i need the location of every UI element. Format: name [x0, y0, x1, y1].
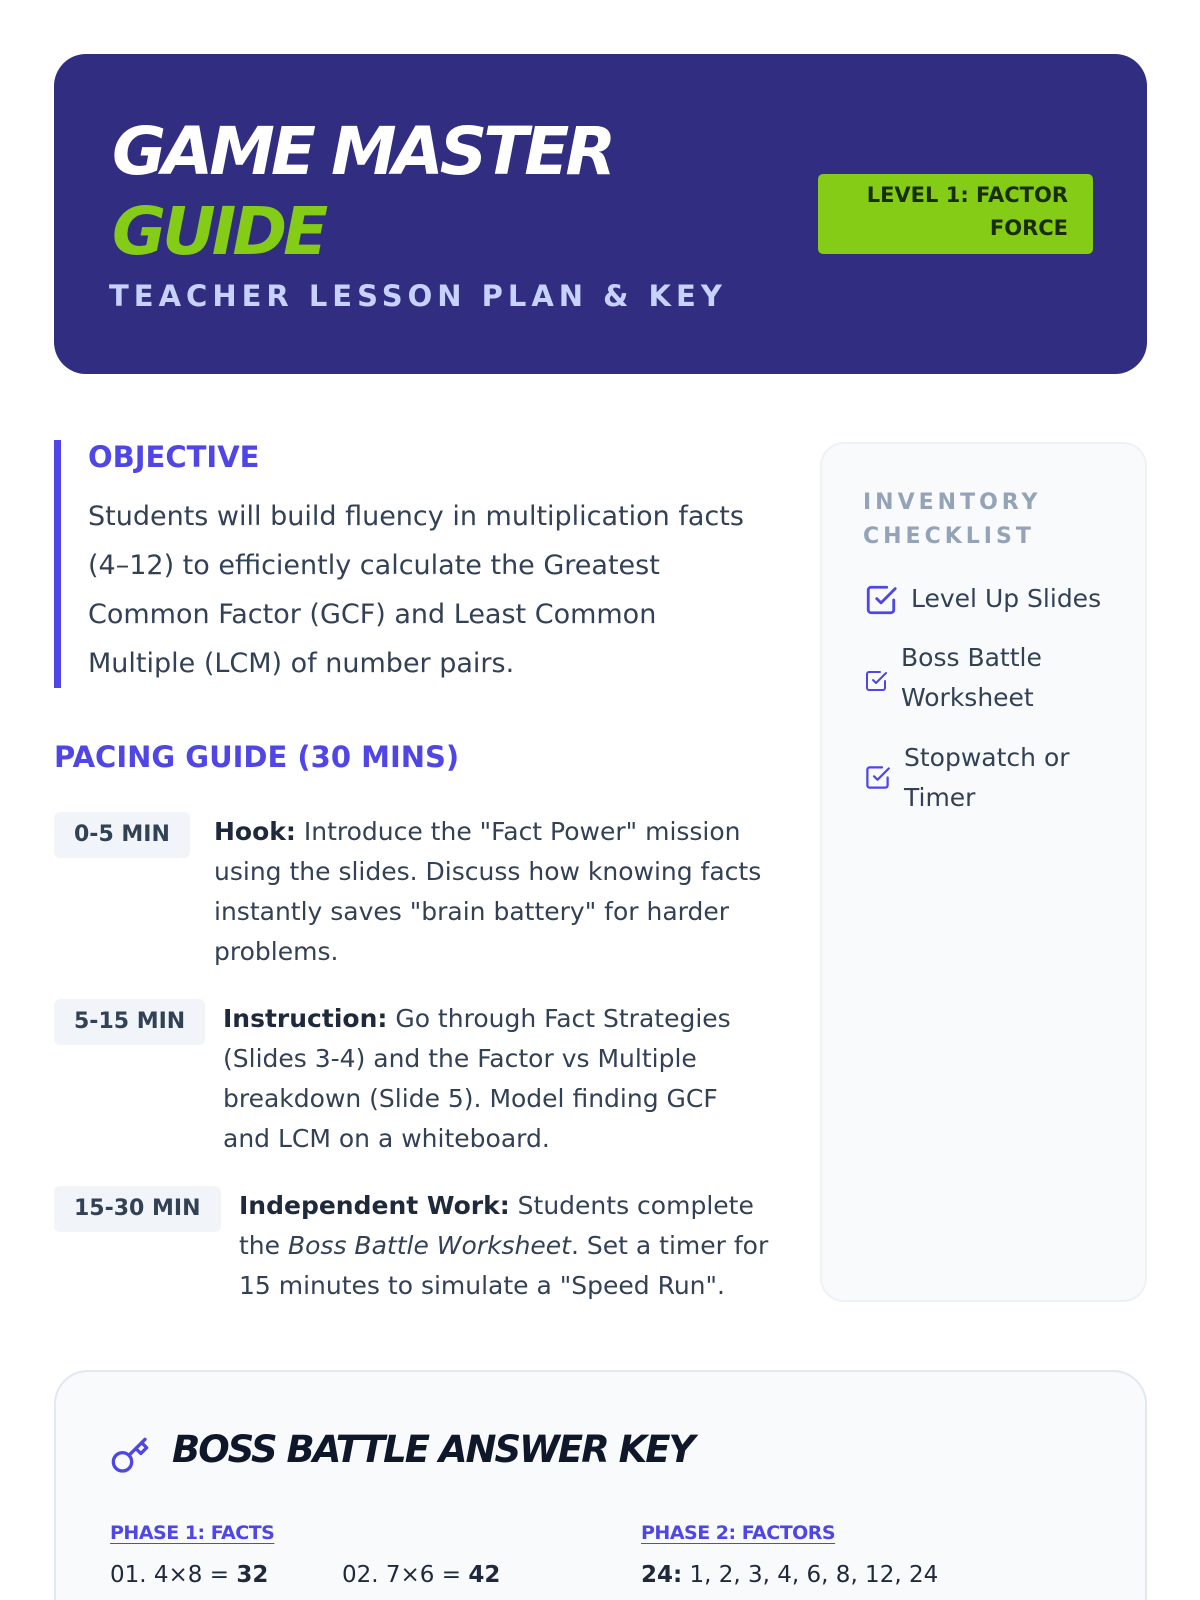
fact-question: 02. 7×6 = [342, 1562, 469, 1588]
factor-answer [641, 1562, 938, 1588]
pacing-label: Independent Work: [239, 1191, 510, 1220]
key-icon [110, 1436, 150, 1480]
inventory-checklist-panel [820, 442, 1147, 1302]
inventory-heading [863, 486, 1041, 554]
fact-answer [342, 1562, 500, 1588]
pacing-time-badge: 0-5 MIN [54, 812, 190, 858]
fact-result: 42 [468, 1562, 501, 1588]
inventory-item-label: Boss Battle [901, 643, 1042, 672]
level-badge-line2: FORCE [989, 216, 1068, 240]
pacing-label: Hook: [214, 817, 296, 846]
objective-heading: OBJECTIVE [88, 440, 260, 474]
checkbox-checked-icon[interactable] [864, 583, 898, 629]
pacing-text: Introduce the "Fact Power" mission using the slides. Discuss how knowing facts instantly saves "brain battery" for harder problems. [214, 817, 762, 966]
objective-section [54, 440, 764, 688]
checkbox-checked-icon[interactable] [864, 763, 891, 803]
pacing-italic-text: Boss Battle Worksheet [287, 1231, 571, 1260]
checkbox-checked-icon[interactable] [864, 665, 888, 705]
pacing-label: Instruction: [223, 1004, 388, 1033]
phase2-heading: PHASE 2: FACTORS [641, 1522, 836, 1544]
fact-result: 32 [236, 1562, 269, 1588]
pacing-heading: PACING GUIDE (30 MINS) [54, 740, 460, 774]
level-badge-line1: LEVEL 1: FACTOR [866, 183, 1068, 207]
inventory-item-label: Level Up Slides [911, 584, 1102, 613]
inventory-item-label: Worksheet [901, 683, 1034, 712]
pacing-description [239, 1186, 774, 1306]
pacing-text: . Set a timer for 15 minutes to simulate a "Speed Run". [239, 1231, 769, 1300]
pacing-text: Go through Fact Strategies (Slides 3-4) and the Factor vs Multiple breakdown (Slide 5). Model finding GCF and LCM on a whiteboard. [223, 1004, 731, 1153]
factor-list: 1, 2, 3, 4, 6, 8, 12, 24 [682, 1562, 939, 1588]
pacing-time-badge: 5-15 MIN [54, 999, 205, 1045]
factor-number: 24: [641, 1562, 683, 1588]
pacing-description [223, 999, 743, 1159]
objective-text: Students will build fluency in multiplication facts (4–12) to efficiently calculate the Greatest Common Factor (GCF) and Least Common Multiple (LCM) of number pairs. [88, 501, 744, 679]
inventory-heading-line1: INVENTORY [863, 490, 1042, 515]
page-title-line1: GAME MASTER [112, 113, 613, 190]
pacing-text: Students complete the [239, 1191, 754, 1260]
level-badge [818, 174, 1093, 254]
inventory-heading-line2: CHECKLIST [863, 524, 1035, 549]
fact-question: 01. 4×8 = [110, 1562, 237, 1588]
inventory-item-label: Timer [904, 783, 976, 812]
page-title [112, 112, 612, 272]
pacing-time-badge: 15-30 MIN [54, 1186, 221, 1232]
page-title-line2: GUIDE [112, 193, 325, 270]
page-subtitle: TEACHER LESSON PLAN & KEY [109, 279, 727, 313]
fact-answer [110, 1562, 268, 1588]
inventory-item-label: Stopwatch or [904, 743, 1070, 772]
pacing-description [214, 812, 774, 972]
answer-key-title: BOSS BATTLE ANSWER KEY [172, 1428, 694, 1471]
phase1-heading: PHASE 1: FACTS [110, 1522, 275, 1544]
